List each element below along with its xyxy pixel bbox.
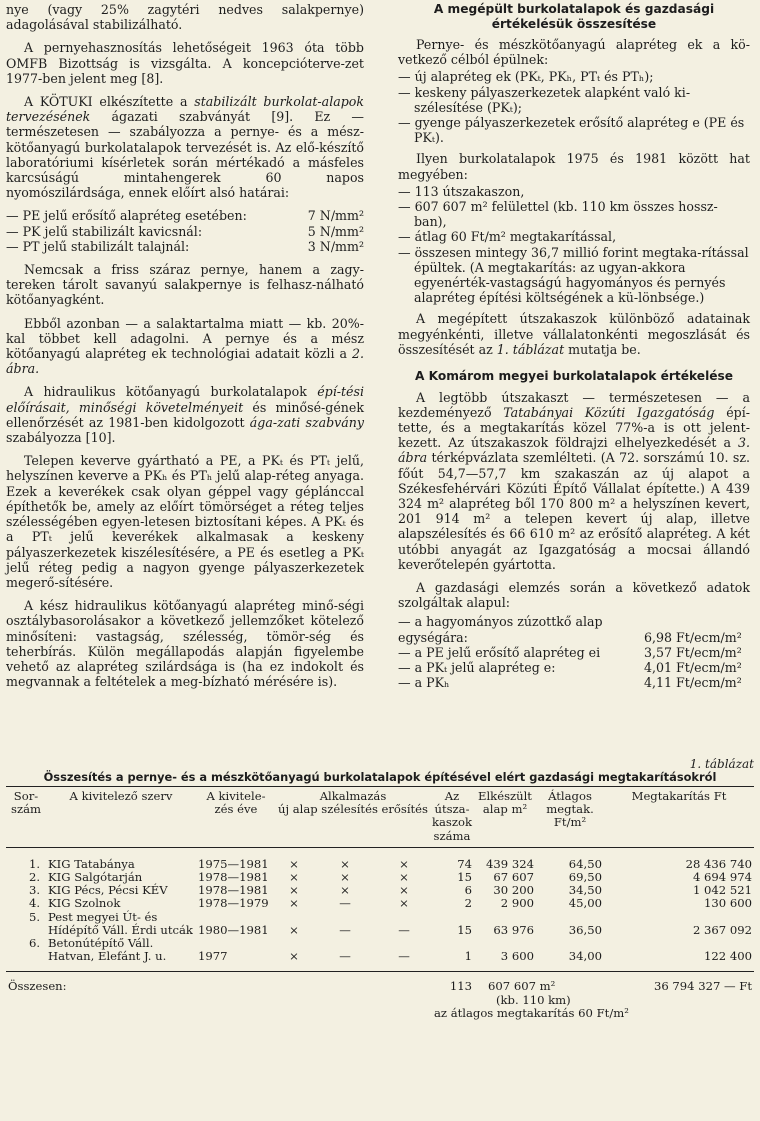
column-header: Sor-szám bbox=[11, 789, 41, 817]
cell-savings: 2 367 092 bbox=[692, 922, 752, 937]
cell-strengthening: × bbox=[399, 870, 409, 885]
cell-avg: 34,50 bbox=[568, 883, 602, 898]
list-item bbox=[6, 208, 364, 223]
paragraph bbox=[398, 311, 750, 357]
cell-new-base: × bbox=[289, 883, 299, 898]
cell-avg: 69,50 bbox=[568, 870, 602, 885]
cell-new-base: × bbox=[289, 856, 299, 871]
list-item bbox=[398, 660, 750, 675]
cell-strengthening: — bbox=[398, 922, 410, 937]
price-label: — a PKₕ bbox=[398, 675, 450, 691]
column-header: A kivitele-zés éve bbox=[206, 789, 266, 817]
cell-no: 3. bbox=[28, 883, 40, 898]
cell-widening: × bbox=[340, 883, 350, 898]
cell-area: 63 976 bbox=[493, 922, 534, 937]
cell-area: 3 600 bbox=[500, 949, 534, 964]
req-label: — PE jelű erősítő alapréteg esetében: bbox=[6, 208, 247, 224]
paragraph: Pernye- és mészkötőanyagú alapréteg ek a kö-vetkező célból épülnek: bbox=[398, 37, 750, 68]
text-run: térképvázlata szemlélteti. (A 72. sorszámú 10. sz. főút 54,7—57,7 km szakaszán az új alapot a Székesfehérvári Közúti Építő Vállalat építette.) A 439 324 m² alapréteg ből 170 800 m² a helyszínen kevert, 201 914 m² a telepen kevert új alap, illetve alapszélesítés és 66 610 m² az erősítő alapréteg. A két utóbbi anyagát az Igazgatóság a mocsai állandó keverőtelepén gyártotta. bbox=[398, 450, 750, 572]
text-run: Ebből azonban — a salaktartalma miatt — kb. 20%-kal többet kell adagolni. A pernye és a mész kötőanyagú alapréteg ek technológiai adatait közli a bbox=[6, 315, 364, 362]
empty-cell bbox=[6, 1007, 430, 1020]
list-item bbox=[398, 645, 750, 660]
emphasis-text: 1. táblázat bbox=[496, 341, 565, 357]
total-area: 607 607 m² bbox=[488, 979, 556, 994]
cell-sections: 74 bbox=[457, 856, 472, 871]
column-header: szélesítés bbox=[321, 802, 378, 817]
list-item: — összesen mintegy 36,7 millió forint megtaka-rítással épültek. (A megtakarítás: az ugyan-akkora egyenérték-vastagságú hagyományos és pernyés alapréteg építési költségének a kü-lönbsége.) bbox=[398, 244, 749, 306]
price-value: 4,11 Ft/ecm/m² bbox=[644, 675, 742, 691]
cell-avg: 45,00 bbox=[568, 896, 602, 911]
paragraph bbox=[6, 384, 364, 445]
cell-year: 1975—1981 bbox=[198, 856, 269, 871]
list-item bbox=[398, 675, 750, 690]
cell-year: 1980—1981 bbox=[198, 922, 269, 937]
text-run: ágazati szabványát [9]. Ez — természetesen — szabályozza a pernye- és a mész-kötőanyagú burkolatalapok tervezését is. Az elő-készítő laboratóriumi kísérletek során mértékadó a másfeles karcsúságú mintahengerek 60 napos nyomószilárdsága, ennek előírt alsó határai: bbox=[6, 109, 364, 201]
cell-area: 2 900 bbox=[500, 896, 534, 911]
text-run: A hidraulikus kötőanyagú burkolatalapok bbox=[24, 384, 318, 400]
price-value: 4,01 Ft/ecm/m² bbox=[644, 660, 742, 676]
table-title: Összesítés a pernye- és a mészkötőanyagú burkolatalapok építésével elért gazdasági megtakarításokról bbox=[43, 770, 717, 784]
list-item: — 113 útszakaszon, bbox=[398, 183, 525, 199]
paragraph: Nemcsak a friss száraz pernye, hanem a zagy-tereken tárolt savanyú salakpernye is felhasz-nálható kötőanyagként. bbox=[6, 262, 364, 308]
price-label: — a hagyományos zúzottkő alap egységára: bbox=[398, 614, 603, 645]
cell-widening: — bbox=[339, 949, 351, 964]
cell-widening: — bbox=[339, 896, 351, 911]
cell-year: 1978—1979 bbox=[198, 896, 269, 911]
average-savings-note: az átlagos megtakarítás 60 Ft/m² bbox=[434, 1005, 629, 1020]
cell-avg: 64,50 bbox=[568, 856, 602, 871]
text-run: mutatja be. bbox=[564, 341, 641, 357]
cell-widening: × bbox=[340, 870, 350, 885]
cell-contractor: Betonútépítő Váll. Hatvan, Elefánt J. u. bbox=[48, 936, 167, 964]
column-header: Alkalmazás bbox=[319, 789, 387, 803]
price-label: — a PKₜ jelű alapréteg e: bbox=[398, 660, 556, 676]
cell-sections: 1 bbox=[464, 949, 472, 964]
text-run: A megépített útszakaszok különböző adatainak megyénkénti, illetve vállalatonkénti megoszlását és összesítését az bbox=[398, 311, 750, 357]
cell-contractor: KIG Salgótarján bbox=[48, 870, 143, 885]
list-item: — keskeny pályaszerkezetek alapként való ki-szélesítése (PKₜ); bbox=[398, 84, 691, 115]
req-label: — PT jelű stabilizált talajnál: bbox=[6, 238, 190, 254]
emphasis-text: 2. ábra. bbox=[6, 346, 364, 377]
cell-contractor: KIG Tatabánya bbox=[48, 856, 135, 871]
cell-contractor: Pest megyei Út- és Hídépítő Váll. Érdi utcák bbox=[48, 909, 193, 937]
cell-strengthening: × bbox=[399, 883, 409, 898]
list-item bbox=[6, 239, 364, 254]
price-label: — a PE jelű erősítő alapréteg ei bbox=[398, 644, 601, 660]
cell-area: 67 607 bbox=[493, 870, 534, 885]
cell-savings: 4 694 974 bbox=[692, 870, 752, 885]
price-value: 6,98 Ft/ecm/m² bbox=[644, 629, 742, 645]
emphasis-text: épí-tési előírásait, minőségi követelményeit bbox=[6, 384, 364, 415]
text-run: A legtöbb útszakaszt — természetesen — a kezdeményező bbox=[398, 389, 750, 420]
column-header: Az útsza-kaszok száma bbox=[432, 789, 473, 843]
column-header: Átlagos megtak. Ft/m² bbox=[546, 789, 594, 830]
strength-requirements-list bbox=[6, 208, 364, 254]
column-header: erősítés bbox=[381, 802, 428, 817]
cell-no: 2. bbox=[28, 870, 40, 885]
cell-savings: 130 600 bbox=[704, 896, 752, 911]
paragraph bbox=[6, 316, 364, 377]
req-value: 7 N/mm² bbox=[307, 208, 364, 224]
req-value: 3 N/mm² bbox=[307, 238, 364, 254]
cell-savings: 28 436 740 bbox=[685, 856, 752, 871]
cell-strengthening: × bbox=[399, 856, 409, 871]
column-header: A kivitelező szerv bbox=[69, 789, 173, 803]
cell-avg: 34,00 bbox=[568, 949, 602, 964]
table-note-row bbox=[6, 1007, 754, 1020]
cell-new-base: × bbox=[289, 922, 299, 937]
cell-sections: 15 bbox=[457, 922, 472, 937]
paragraph: A gazdasági elemzés során a következő adatok szolgáltak alapul: bbox=[398, 580, 750, 611]
total-label: Összesen: bbox=[8, 979, 67, 994]
total-area-cell bbox=[474, 972, 604, 1007]
unit-price-list bbox=[398, 614, 750, 690]
cell-year: 1978—1981 bbox=[198, 870, 269, 885]
table-row bbox=[6, 897, 754, 910]
list-item: — átlag 60 Ft/m² megtakarítással, bbox=[398, 229, 617, 245]
column-header: új alap bbox=[278, 802, 318, 817]
paragraph bbox=[398, 390, 750, 572]
table-header-row bbox=[6, 787, 754, 848]
list-item bbox=[398, 614, 750, 644]
emphasis-text: stabilizált burkolat-alapok tervezésének bbox=[6, 94, 365, 125]
table-number: 1. táblázat bbox=[689, 757, 754, 771]
cell-no: 6. bbox=[28, 936, 40, 951]
column-header-group bbox=[276, 787, 430, 848]
savings-table bbox=[6, 786, 754, 1020]
table-total-row bbox=[6, 972, 754, 1007]
summary-table-section bbox=[6, 758, 754, 1020]
cell-year: 1978—1981 bbox=[198, 883, 269, 898]
column-header: Elkészült alap m² bbox=[478, 789, 532, 817]
goals-list bbox=[398, 69, 750, 145]
cell-no: 4. bbox=[28, 896, 40, 911]
list-item: — új alapréteg ek (PKₜ, PKₕ, PTₜ és PTₕ); bbox=[398, 69, 654, 85]
cell-sections: 2 bbox=[464, 896, 472, 911]
cell-widening: — bbox=[339, 922, 351, 937]
right-column bbox=[398, 2, 750, 690]
cell-new-base: × bbox=[289, 949, 299, 964]
cell-contractor: KIG Szolnok bbox=[48, 896, 121, 911]
total-area-note: (kb. 110 km) bbox=[496, 992, 571, 1007]
paragraph: A kész hidraulikus kötőanyagú alapréteg minő-ségi osztálybasorolásakor a következő jellemzőket kötelező minősíteni: vastagság, szélesség, tömör-ség és teherbírás. Külön megállapodás alapján figyelembe vehető az alapréteg szilárdsága is (ha ez indokolt és megvannak a feltételek a meg-bízható mérésére is). bbox=[6, 598, 364, 690]
cell-no: 1. bbox=[28, 856, 40, 871]
cell-contractor: KIG Pécs, Pécsi KÉV bbox=[48, 883, 168, 898]
left-column bbox=[6, 2, 364, 697]
stats-list bbox=[398, 184, 750, 306]
paragraph: Telepen keverve gyártható a PE, a PKₜ és PTₜ jelű, helyszínen keverve a PKₕ és PTₕ jelű alap-réteg anyaga. Ezek a keverékek csak olyan géppel vagy géplánccal építhetők be, amely az előírt tömörséget a réteg teljes szélességében egyen-letesen biztosítani képes. A PKₜ és a PTₜ jelű keverékek alkalmasak a keskeny pályaszerkezetek kiszélesítésére, a PE és esetleg a PKₜ jelű réteg pedig a nagyon gyenge pályaszerkezetek megerő-sítésére. bbox=[6, 453, 364, 590]
cell-year: 1977 bbox=[198, 949, 228, 964]
text-run: és minősé-gének ellenőrzését az 1981-ben kidolgozott bbox=[6, 399, 364, 430]
table-row bbox=[6, 847, 754, 871]
total-savings: 36 794 327 — Ft bbox=[653, 979, 752, 994]
emphasis-text: ága-zati szabvány bbox=[249, 414, 365, 430]
cell-widening: × bbox=[340, 856, 350, 871]
cell-sections: 6 bbox=[464, 883, 472, 898]
paragraph bbox=[6, 94, 364, 200]
text-run: szabályozza [10]. bbox=[6, 430, 116, 446]
cell-area: 439 324 bbox=[486, 856, 534, 871]
cell-strengthening: — bbox=[398, 949, 410, 964]
cell-new-base: × bbox=[289, 896, 299, 911]
price-value: 3,57 Ft/ecm/m² bbox=[644, 644, 742, 660]
list-item: — 607 607 m² felülettel (kb. 110 km összes hossz-ban), bbox=[398, 199, 718, 230]
cell-strengthening: × bbox=[399, 896, 409, 911]
cell-savings: 1 042 521 bbox=[692, 883, 752, 898]
req-label: — PK jelű stabilizált kavicsnál: bbox=[6, 223, 203, 239]
total-sections: 113 bbox=[449, 979, 472, 994]
list-item: — gyenge pályaszerkezetek erősítő alapréteg e (PE és PKₜ). bbox=[398, 115, 745, 146]
subheader-row bbox=[278, 803, 428, 816]
emphasis-text: 3. ábra bbox=[398, 435, 750, 466]
list-item bbox=[6, 224, 364, 239]
cell-no: 5. bbox=[28, 909, 40, 924]
cell-area: 30 200 bbox=[493, 883, 534, 898]
req-value: 5 N/mm² bbox=[307, 223, 364, 239]
cell-avg: 36,50 bbox=[568, 922, 602, 937]
cell-new-base: × bbox=[289, 870, 299, 885]
table-row bbox=[6, 937, 754, 972]
table-row bbox=[6, 911, 754, 937]
cell-savings: 122 400 bbox=[704, 949, 752, 964]
empty-cell bbox=[196, 972, 430, 1007]
paragraph: Ilyen burkolatalapok 1975 és 1981 között hat megyében: bbox=[398, 151, 750, 182]
paragraph: nye (vagy 25% zagytéri nedves salakpernye) adagolásával stabilizálható. bbox=[6, 2, 364, 33]
emphasis-text: Tatabányai Közúti Igazgatóság bbox=[503, 404, 715, 420]
column-header: Megtakarítás Ft bbox=[631, 789, 727, 803]
paragraph: A pernyehasznosítás lehetőségeit 1963 óta több OMFB Bizottság is vizsgálta. A koncepcióterve-zet 1977-ben jelent meg [8]. bbox=[6, 40, 364, 86]
text-run: épí-tette, és a megtakarítás közel 77%-a is ott jelent-kezett. Az útszakaszok földrajzi elhelyezkedését a bbox=[398, 404, 750, 451]
section-heading: A Komárom megyei burkolatalapok értékelése bbox=[414, 369, 734, 384]
cell-sections: 15 bbox=[457, 870, 472, 885]
section-heading: A megépült burkolatalapok és gazdasági értékelésük összesítése bbox=[433, 2, 715, 31]
text-run: A KÖTUKI elkészítette a bbox=[24, 94, 195, 110]
